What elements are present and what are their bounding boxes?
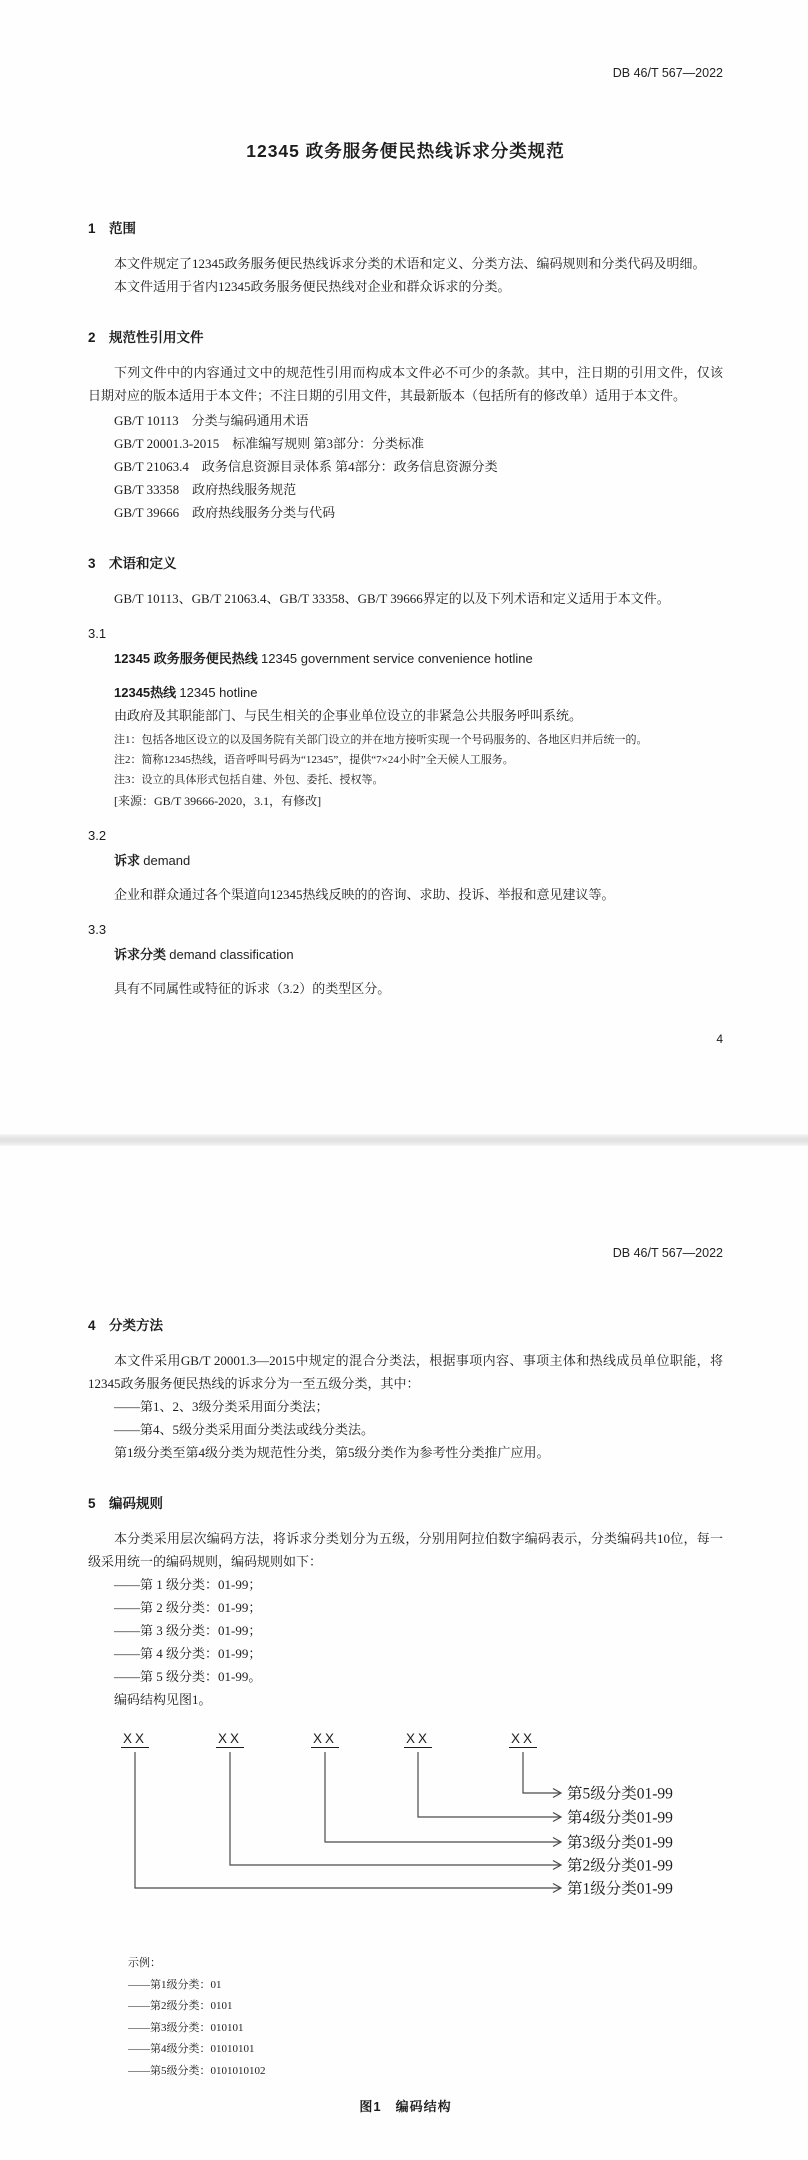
dash-list-item: ——第 1 级分类：01-99； [114,1577,262,1592]
section-heading-coding-rules: 5 编码规则 [88,1496,164,1511]
paragraph-scope-2: 本文件适用于省内12345政务服务便民热线对企业和群众诉求的分类。 [114,279,511,294]
dash-list-item: ——第1、2、3级分类采用面分类法； [114,1399,329,1414]
svg-text:第3级分类01-99: 第3级分类01-99 [567,1834,673,1852]
example-line: ——第1级分类：01 [128,1978,222,1991]
section-heading-scope: 1 范围 [88,221,137,236]
term-entry-hotline [88,648,723,670]
term-en: demand [143,853,191,868]
term-notes [88,730,723,790]
term-zh: 诉求分类 [114,947,167,962]
svg-text:XX: XX [510,1731,536,1746]
svg-text:第4级分类01-99: 第4级分类01-99 [567,1809,673,1827]
term-alias-hotline [88,682,723,704]
term-note: 注3：设立的具体形式包括自建、外包、委托、授权等。 [114,774,384,786]
example-block [128,1953,723,2082]
dash-list-item: ——第 5 级分类：01-99。 [114,1669,262,1684]
term-number-3-3: 3.3 [88,922,107,937]
page-number: 4 [716,1032,723,1046]
reference-item: GB/T 10113 分类与编码通用术语 [114,413,309,428]
term-entry-demand [88,850,723,872]
dash-list-item: ——第4、5级分类采用面分类法或线分类法。 [114,1422,375,1437]
term-entry-demand-classification [88,944,723,966]
svg-text:XX: XX [122,1731,148,1746]
example-line: ——第3级分类：010101 [128,2021,244,2034]
term-alias-zh: 12345热线 [114,685,177,700]
term-alias-en: 12345 hotline [179,685,258,700]
reference-item: GB/T 20001.3-2015 标准编写规则 第3部分：分类标准 [114,436,424,451]
term-definition-demand: 企业和群众通过各个渠道向12345热线反映的的咨询、求助、投诉、举报和意见建议等。 [114,887,615,902]
term-zh: 12345 政务服务便民热线 [114,651,258,666]
term-number-3-1: 3.1 [88,626,107,641]
svg-text:第2级分类01-99: 第2级分类01-99 [567,1857,673,1875]
page-separator [0,1134,808,1146]
example-line: ——第2级分类：0101 [128,2000,233,2012]
term-number-3-2: 3.2 [88,828,107,843]
coding-structure-diagram [88,1725,748,1937]
dash-list-item: ——第 2 级分类：01-99； [114,1600,262,1615]
section-heading-classification-method: 4 分类方法 [88,1318,164,1333]
example-lines [128,1975,723,2083]
paragraph-classification-note: 第1级分类至第4级分类为规范性分类，第5级分类作为参考性分类推广应用。 [114,1445,550,1460]
paragraph-scope-1: 本文件规定了12345政务服务便民热线诉求分类的术语和定义、分类方法、编码规则和分类代码及明细。 [114,256,706,271]
term-definition-demand-classification: 具有不同属性或特征的诉求（3.2）的类型区分。 [114,981,391,996]
coding-rules-list [88,1573,723,1688]
example-line: ——第5级分类：0101010102 [128,2064,266,2077]
dash-list-item: ——第 3 级分类：01-99； [114,1623,262,1638]
term-en: demand classification [169,947,294,962]
classification-method-list [88,1395,723,1441]
term-note: 注1：包括各地区设立的以及国务院有关部门设立的并在地方接听实现一个号码服务的、各地区归并后统一的。 [114,734,648,746]
dash-list-item: ——第 4 级分类：01-99； [114,1646,262,1661]
page-title: 12345 政务服务便民热线诉求分类规范 [246,141,565,161]
reference-item: GB/T 21063.4 政务信息资源目录体系 第4部分：政务信息资源分类 [114,459,498,474]
page-2 [0,1146,808,2160]
paragraph-coding-rules: 本分类采用层次编码方法，将诉求分类划分为五级，分别用阿拉伯数字编码表示，分类编码共10位，每一级采用统一的编码规则，编码规则如下： [88,1531,723,1569]
doc-code-header: DB 46/T 567—2022 [612,1246,723,1260]
doc-code-header: DB 46/T 567—2022 [612,66,723,80]
term-note: 注2：简称12345热线，语音呼叫号码为“12345”，提供“7×24小时”全天候人工服务。 [114,754,514,766]
figure-caption: 图1 编码结构 [359,2099,452,2114]
section-heading-normative-references: 2 规范性引用文件 [88,330,204,345]
example-line: ——第4级分类：01010101 [128,2043,255,2055]
svg-text:第1级分类01-99: 第1级分类01-99 [567,1880,673,1898]
paragraph-classification-method: 本文件采用GB/T 20001.3—2015中规定的混合分类法，根据事项内容、事项主体和热线成员单位职能，将12345政务服务便民热线的诉求分为一至五级分类，其中： [88,1353,723,1391]
paragraph-see-figure: 编码结构见图1。 [114,1692,212,1707]
svg-text:XX: XX [217,1731,243,1746]
term-zh: 诉求 [114,853,141,868]
term-definition-hotline: 由政府及其职能部门、与民生相关的企事业单位设立的非紧急公共服务呼叫系统。 [114,708,583,723]
figure-coding-structure [88,1725,723,1937]
svg-text:第5级分类01-99: 第5级分类01-99 [567,1785,673,1803]
svg-text:XX: XX [312,1731,338,1746]
section-heading-terms: 3 术语和定义 [88,556,177,571]
svg-text:XX: XX [405,1731,431,1746]
reference-list [88,409,723,524]
term-source: [来源：GB/T 39666-2020，3.1，有修改] [114,794,322,808]
term-en: 12345 government service convenience hotline [261,651,533,666]
example-label: 示例： [128,1957,161,1969]
paragraph-terms-intro: GB/T 10113、GB/T 21063.4、GB/T 33358、GB/T 39666界定的以及下列术语和定义适用于本文件。 [114,591,670,606]
reference-item: GB/T 33358 政府热线服务规范 [114,482,297,497]
reference-item: GB/T 39666 政府热线服务分类与代码 [114,505,336,520]
paragraph-normative-intro: 下列文件中的内容通过文中的规范性引用而构成本文件必不可少的条款。其中，注日期的引用文件，仅该日期对应的版本适用于本文件；不注日期的引用文件，其最新版本（包括所有的修改单）适用于本文件。 [88,365,723,403]
